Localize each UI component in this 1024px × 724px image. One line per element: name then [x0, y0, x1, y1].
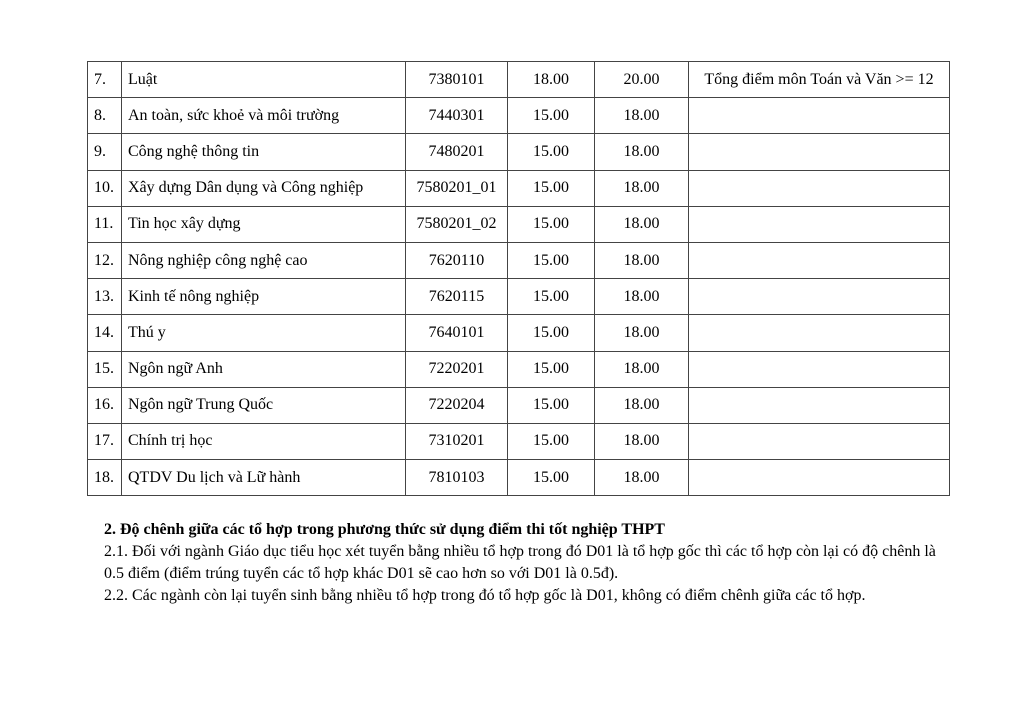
table-row [88, 206, 950, 242]
major-code: 7440301 [406, 98, 508, 134]
score-cell: 18.00 [595, 242, 689, 278]
table-row [88, 460, 950, 496]
row-number: 14. [88, 315, 122, 351]
note-cell [689, 98, 950, 134]
score-cell: 18.00 [595, 387, 689, 423]
score-cell: 18.00 [508, 62, 595, 98]
note-cell [689, 315, 950, 351]
score-cell: 18.00 [595, 315, 689, 351]
note-cell [689, 279, 950, 315]
score-cell: 15.00 [508, 423, 595, 459]
major-code: 7620110 [406, 242, 508, 278]
score-cell: 15.00 [508, 315, 595, 351]
note-cell: Tổng điểm môn Toán và Văn >= 12 [689, 62, 950, 98]
row-number: 17. [88, 423, 122, 459]
note-cell [689, 387, 950, 423]
major-code: 7580201_02 [406, 206, 508, 242]
score-cell: 18.00 [595, 279, 689, 315]
score-cell: 18.00 [595, 134, 689, 170]
score-difference-section [104, 519, 944, 607]
major-name: Thú y [122, 315, 406, 351]
table-row [88, 387, 950, 423]
score-cell: 20.00 [595, 62, 689, 98]
score-cell: 18.00 [595, 460, 689, 496]
note-cell [689, 460, 950, 496]
table-row [88, 134, 950, 170]
table-row [88, 351, 950, 387]
major-name: Luật [122, 62, 406, 98]
score-cell: 18.00 [595, 170, 689, 206]
score-cell: 15.00 [508, 98, 595, 134]
major-code: 7310201 [406, 423, 508, 459]
note-cell [689, 351, 950, 387]
row-number: 8. [88, 98, 122, 134]
note-cell [689, 134, 950, 170]
section-heading: 2. Độ chênh giữa các tổ hợp trong phương thức sử dụng điểm thi tốt nghiệp THPT [104, 521, 665, 538]
table-row [88, 315, 950, 351]
major-name: Chính trị học [122, 423, 406, 459]
major-name: Tin học xây dựng [122, 206, 406, 242]
table-row [88, 170, 950, 206]
major-name: Công nghệ thông tin [122, 134, 406, 170]
major-code: 7810103 [406, 460, 508, 496]
major-name: An toàn, sức khoẻ và môi trường [122, 98, 406, 134]
major-code: 7380101 [406, 62, 508, 98]
major-name: QTDV Du lịch và Lữ hành [122, 460, 406, 496]
score-cell: 15.00 [508, 170, 595, 206]
row-number: 10. [88, 170, 122, 206]
score-cell: 18.00 [595, 98, 689, 134]
major-name: Xây dựng Dân dụng và Công nghiệp [122, 170, 406, 206]
score-cell: 18.00 [595, 423, 689, 459]
row-number: 9. [88, 134, 122, 170]
table-row [88, 242, 950, 278]
score-cell: 15.00 [508, 206, 595, 242]
table-row [88, 98, 950, 134]
table-row [88, 62, 950, 98]
admission-scores-table [87, 61, 950, 496]
score-cell: 15.00 [508, 460, 595, 496]
row-number: 7. [88, 62, 122, 98]
row-number: 16. [88, 387, 122, 423]
major-code: 7220201 [406, 351, 508, 387]
table-row [88, 279, 950, 315]
section-paragraph-2-1: 2.1. Đối với ngành Giáo dục tiểu học xét tuyển bằng nhiều tổ hợp trong đó D01 là tổ hợp gốc thì các tổ hợp còn lại có độ chênh là 0.5 điểm (điểm trúng tuyển các tổ hợp khác D01 sẽ cao hơn so với D01 là 0.5đ). [104, 543, 936, 582]
major-code: 7220204 [406, 387, 508, 423]
major-name: Ngôn ngữ Trung Quốc [122, 387, 406, 423]
major-name: Kinh tế nông nghiệp [122, 279, 406, 315]
row-number: 12. [88, 242, 122, 278]
major-name: Nông nghiệp công nghệ cao [122, 242, 406, 278]
major-code: 7620115 [406, 279, 508, 315]
note-cell [689, 423, 950, 459]
major-code: 7480201 [406, 134, 508, 170]
note-cell [689, 242, 950, 278]
major-code: 7640101 [406, 315, 508, 351]
score-cell: 15.00 [508, 279, 595, 315]
score-cell: 18.00 [595, 351, 689, 387]
score-cell: 15.00 [508, 242, 595, 278]
row-number: 18. [88, 460, 122, 496]
score-cell: 15.00 [508, 351, 595, 387]
score-cell: 15.00 [508, 387, 595, 423]
note-cell [689, 206, 950, 242]
note-cell [689, 170, 950, 206]
score-cell: 15.00 [508, 134, 595, 170]
row-number: 15. [88, 351, 122, 387]
table-row [88, 423, 950, 459]
section-paragraph-2-2: 2.2. Các ngành còn lại tuyển sinh bằng nhiều tổ hợp trong đó tổ hợp gốc là D01, không có điểm chênh giữa các tổ hợp. [104, 587, 866, 604]
major-name: Ngôn ngữ Anh [122, 351, 406, 387]
table-body [88, 62, 950, 496]
row-number: 13. [88, 279, 122, 315]
major-code: 7580201_01 [406, 170, 508, 206]
row-number: 11. [88, 206, 122, 242]
score-cell: 18.00 [595, 206, 689, 242]
